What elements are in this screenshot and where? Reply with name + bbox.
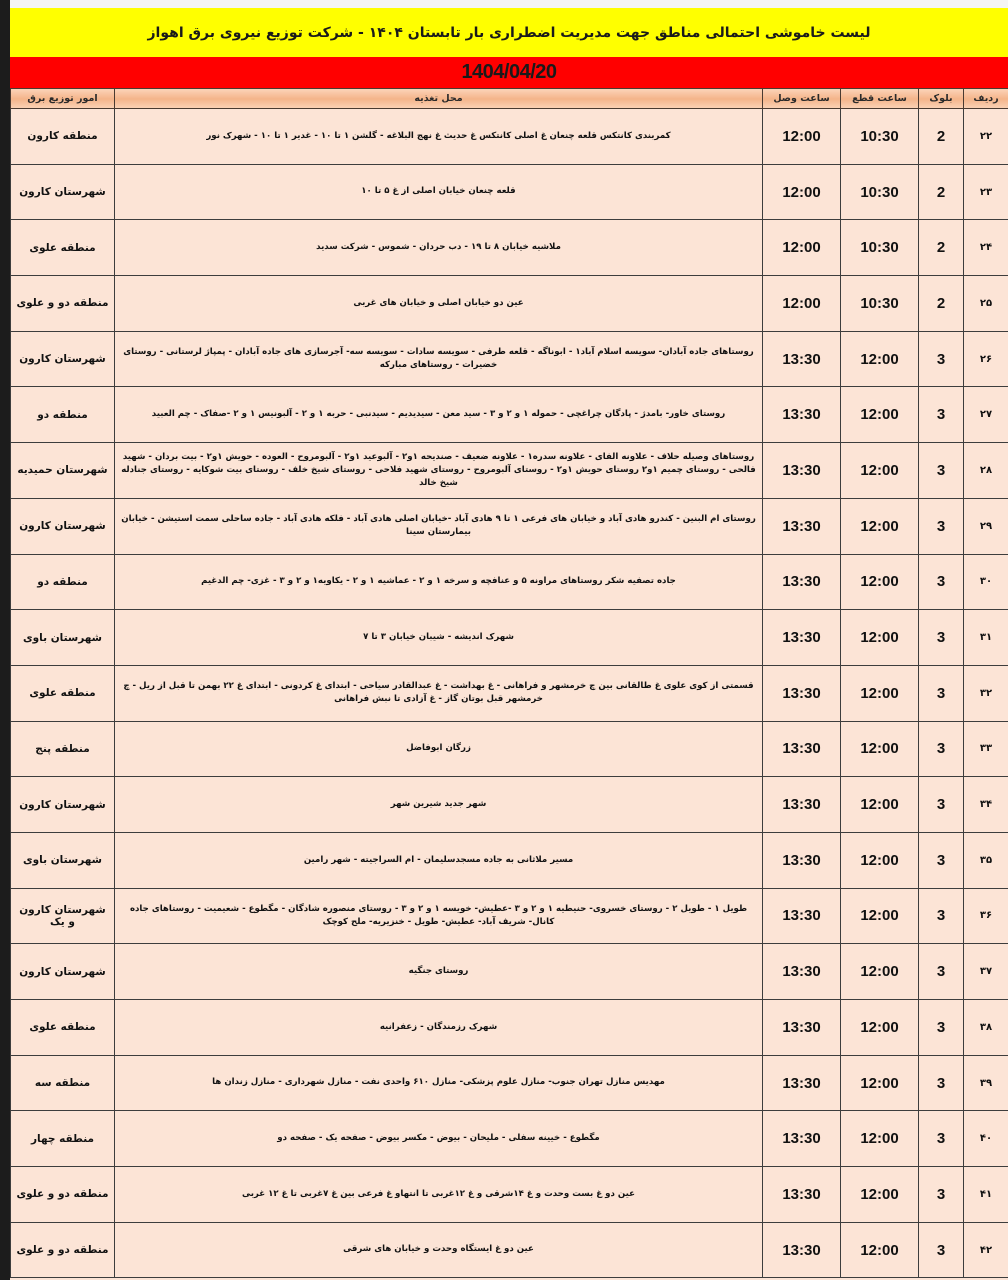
cut-time-cell: 12:00 xyxy=(841,1222,919,1278)
table-row xyxy=(11,944,1008,1000)
feeder-location-cell: مهدیس منازل تهران جنوب- منازل علوم پزشکی- منازل ۶۱۰ واحدی نفت - منازل شهرداری - منازل زندان ها xyxy=(115,1055,763,1111)
connect-time-cell: 13:30 xyxy=(763,498,841,554)
row-number-cell: ۳۶ xyxy=(964,888,1008,944)
cut-time-cell: 12:00 xyxy=(841,665,919,721)
row-number-cell: ۲۵ xyxy=(964,276,1008,332)
feeder-location-cell: مسیر ملاثانی به جاده مسجدسلیمان - ام السراجیته - شهر رامین xyxy=(115,832,763,888)
district-cell: منطقه دو و علوی xyxy=(11,276,115,332)
district-cell: منطقه دو و علوی xyxy=(11,1167,115,1223)
block-cell: 3 xyxy=(919,1222,964,1278)
feeder-location-cell: روستاهای جاده آبادان- سویسه اسلام آباد۱ - ابوناگه - قلعه طرفی - سویسه سادات - سویسه سه- آجرسازی های جاده آبادان - پمپاژ لرستانی - روستای خضیرات - روستاهای مبارکه xyxy=(115,331,763,387)
feeder-location-cell: روستای جنگیه xyxy=(115,944,763,1000)
row-number-cell: ۳۷ xyxy=(964,944,1008,1000)
block-cell: 3 xyxy=(919,665,964,721)
connect-time-cell: 13:30 xyxy=(763,665,841,721)
district-cell: شهرستان کارون و یک xyxy=(11,888,115,944)
table-row xyxy=(11,554,1008,610)
row-number-cell: ۳۳ xyxy=(964,721,1008,777)
district-cell: منطقه دو و علوی xyxy=(11,1222,115,1278)
block-cell: 3 xyxy=(919,1167,964,1223)
block-cell: 3 xyxy=(919,331,964,387)
cut-time-cell: 12:00 xyxy=(841,1055,919,1111)
top-strip xyxy=(10,0,1008,8)
feeder-location-cell: عین دو غ بست وحدت و غ ۱۴شرقی و غ ۱۲غربی تا انتهاو غ فرعی بین غ ۷غربی تا غ ۱۲ غربی xyxy=(115,1167,763,1223)
connect-time-cell: 12:00 xyxy=(763,109,841,165)
feeder-location-cell: زرگان ابوفاضل xyxy=(115,721,763,777)
header-block: بلوک xyxy=(919,89,964,109)
block-cell: 2 xyxy=(919,164,964,220)
cut-time-cell: 12:00 xyxy=(841,443,919,499)
outage-schedule-page xyxy=(10,0,1008,1280)
connect-time-cell: 13:30 xyxy=(763,721,841,777)
row-number-cell: ۲۳ xyxy=(964,164,1008,220)
district-cell: شهرستان حمیدیه xyxy=(11,443,115,499)
feeder-location-cell: روستای ام البنین - کندرو هادی آباد و خیابان های فرعی ۱ تا ۹ هادی آباد -خیابان اصلی هادی آباد - فلکه هادی آباد - جاده ساحلی سمت استیشن - خیابان بیمارستان سینا xyxy=(115,498,763,554)
district-cell: منطقه علوی xyxy=(11,665,115,721)
feeder-location-cell: قلعه چنعان خیابان اصلی از غ ۵ تا ۱۰ xyxy=(115,164,763,220)
table-row xyxy=(11,1111,1008,1167)
block-cell: 2 xyxy=(919,276,964,332)
connect-time-cell: 13:30 xyxy=(763,610,841,666)
cut-time-cell: 12:00 xyxy=(841,498,919,554)
district-cell: شهرستان کارون xyxy=(11,164,115,220)
connect-time-cell: 13:30 xyxy=(763,1167,841,1223)
block-cell: 3 xyxy=(919,832,964,888)
cut-time-cell: 10:30 xyxy=(841,109,919,165)
table-row xyxy=(11,387,1008,443)
cut-time-cell: 12:00 xyxy=(841,944,919,1000)
table-row xyxy=(11,721,1008,777)
table-row xyxy=(11,443,1008,499)
district-cell: شهرستان کارون xyxy=(11,777,115,833)
block-cell: 3 xyxy=(919,944,964,1000)
feeder-location-cell: کمربندی کانتکس قلعه چنعان غ اصلی کانتکس غ حدیث غ نهج البلاغه - گلشن ۱ تا ۱۰ - غدیر ۱ تا ۱۰ - شهرک نور xyxy=(115,109,763,165)
row-number-cell: ۳۰ xyxy=(964,554,1008,610)
table-row xyxy=(11,888,1008,944)
block-cell: 3 xyxy=(919,1055,964,1111)
feeder-location-cell: عین دو غ ایستگاه وحدت و خیابان های شرقی xyxy=(115,1222,763,1278)
district-cell: منطقه چهار xyxy=(11,1111,115,1167)
cut-time-cell: 12:00 xyxy=(841,1167,919,1223)
row-number-cell: ۴۱ xyxy=(964,1167,1008,1223)
table-row xyxy=(11,1055,1008,1111)
block-cell: 3 xyxy=(919,443,964,499)
cut-time-cell: 12:00 xyxy=(841,888,919,944)
feeder-location-cell: روستای خاور- بامدژ - پادگان چراغچی - حموله ۱ و ۲ و ۳ - سید معن - سیدیدیم - سیدنبی - حربه ۱ و ۲ - آلبونیس ۱ و ۲ -صفاک - چم العبید xyxy=(115,387,763,443)
connect-time-cell: 13:30 xyxy=(763,777,841,833)
block-cell: 3 xyxy=(919,888,964,944)
row-number-cell: ۳۸ xyxy=(964,1000,1008,1056)
block-cell: 3 xyxy=(919,610,964,666)
connect-time-cell: 12:00 xyxy=(763,276,841,332)
district-cell: شهرستان کارون xyxy=(11,331,115,387)
cut-time-cell: 12:00 xyxy=(841,387,919,443)
outage-table xyxy=(10,88,1008,1278)
row-number-cell: ۴۲ xyxy=(964,1222,1008,1278)
cut-time-cell: 10:30 xyxy=(841,164,919,220)
table-row xyxy=(11,109,1008,165)
feeder-location-cell: قسمتی از کوی علوی غ طالقانی بین چ خرمشهر و فراهانی - غ بهداشت - غ عبدالقادر سیاحی - ابتدای غ کردونی - ابتدای غ ۲۲ بهمن تا قبل از ریل - چ خرمشهر قبل بوتان گاز - غ آزادی تا نبش فراهانی xyxy=(115,665,763,721)
block-cell: 2 xyxy=(919,220,964,276)
table-row xyxy=(11,610,1008,666)
district-cell: شهرستان کارون xyxy=(11,498,115,554)
district-cell: شهرستان باوی xyxy=(11,832,115,888)
table-row xyxy=(11,220,1008,276)
block-cell: 3 xyxy=(919,498,964,554)
row-number-cell: ۲۲ xyxy=(964,109,1008,165)
header-connect-time: ساعت وصل xyxy=(763,89,841,109)
connect-time-cell: 13:30 xyxy=(763,1055,841,1111)
document-title: لیست خاموشی احتمالی مناطق جهت مدیریت اضطراری بار تابستان ۱۴۰۴ - شرکت توزیع نیروی برق اهواز xyxy=(10,8,1008,57)
feeder-location-cell: روستاهای وصیله حلاف - علاونه الفای - علاونه سدره۱ - علاونه ضعیف - صندیحه ۱و۲ - آلبوعید ۱و۲ - آلبومروح - العوده - حویش ۱و۲ - بیت بردان - شهید فالحی - روستای چمیم ۱و۲ روستای حویش ۱و۲ - روستای آلبومروح - روستای شهید فلاحی - روستای شیخ خلف - روستای بیت شوکایه - روستای جنادله شیخ خالد xyxy=(115,443,763,499)
district-cell: شهرستان کارون xyxy=(11,944,115,1000)
cut-time-cell: 12:00 xyxy=(841,331,919,387)
block-cell: 3 xyxy=(919,1000,964,1056)
header-feeder-location: محل تغذیه xyxy=(115,89,763,109)
table-row xyxy=(11,276,1008,332)
table-header-row xyxy=(11,89,1008,109)
row-number-cell: ۴۰ xyxy=(964,1111,1008,1167)
district-cell: شهرستان باوی xyxy=(11,610,115,666)
feeder-location-cell: جاده تصفیه شکر روستاهای مراونه ۵ و عنافچه و سرخه ۱ و ۲ - عماشیه ۱ و ۲ - یکاویه۱ و ۲ و ۳ - غزی- چم الدغیم xyxy=(115,554,763,610)
row-number-cell: ۳۵ xyxy=(964,832,1008,888)
table-row xyxy=(11,498,1008,554)
cut-time-cell: 10:30 xyxy=(841,276,919,332)
header-row-number: ردیف xyxy=(964,89,1008,109)
connect-time-cell: 13:30 xyxy=(763,944,841,1000)
table-row xyxy=(11,331,1008,387)
connect-time-cell: 13:30 xyxy=(763,1222,841,1278)
feeder-location-cell: طویل ۱ - طویل ۲ - روستای خسروی- حنیطیه ۱ و ۲ و ۳ -عطیش- خویسه ۱ و ۲ و ۳ - روستای منصوره شادگان - مگطوع - شعیمیت - روستاهای جاده کانال- شریف آباد- عطیش- طویل - خنزیریه- ملح کوچک xyxy=(115,888,763,944)
cut-time-cell: 12:00 xyxy=(841,554,919,610)
connect-time-cell: 13:30 xyxy=(763,1111,841,1167)
table-row xyxy=(11,1000,1008,1056)
block-cell: 3 xyxy=(919,387,964,443)
feeder-location-cell: ملاشیه خیابان ۸ تا ۱۹ - دب حردان - شموس - شرکت سدید xyxy=(115,220,763,276)
connect-time-cell: 12:00 xyxy=(763,220,841,276)
block-cell: 2 xyxy=(919,109,964,165)
connect-time-cell: 13:30 xyxy=(763,331,841,387)
row-number-cell: ۲۸ xyxy=(964,443,1008,499)
block-cell: 3 xyxy=(919,777,964,833)
table-row xyxy=(11,1167,1008,1223)
district-cell: منطقه علوی xyxy=(11,220,115,276)
cut-time-cell: 12:00 xyxy=(841,1000,919,1056)
feeder-location-cell: شهر جدید شیرین شهر xyxy=(115,777,763,833)
connect-time-cell: 13:30 xyxy=(763,443,841,499)
table-row xyxy=(11,1222,1008,1278)
connect-time-cell: 13:30 xyxy=(763,888,841,944)
row-number-cell: ۲۶ xyxy=(964,331,1008,387)
district-cell: منطقه دو xyxy=(11,554,115,610)
connect-time-cell: 13:30 xyxy=(763,832,841,888)
row-number-cell: ۳۲ xyxy=(964,665,1008,721)
cut-time-cell: 12:00 xyxy=(841,721,919,777)
district-cell: منطقه دو xyxy=(11,387,115,443)
header-cut-time: ساعت قطع xyxy=(841,89,919,109)
district-cell: منطقه سه xyxy=(11,1055,115,1111)
block-cell: 3 xyxy=(919,1111,964,1167)
cut-time-cell: 12:00 xyxy=(841,777,919,833)
row-number-cell: ۳۱ xyxy=(964,610,1008,666)
connect-time-cell: 12:00 xyxy=(763,164,841,220)
connect-time-cell: 13:30 xyxy=(763,554,841,610)
connect-time-cell: 13:30 xyxy=(763,387,841,443)
cut-time-cell: 12:00 xyxy=(841,1111,919,1167)
header-distribution-district: امور توزیع برق xyxy=(11,89,115,109)
table-row xyxy=(11,832,1008,888)
row-number-cell: ۳۴ xyxy=(964,777,1008,833)
connect-time-cell: 13:30 xyxy=(763,1000,841,1056)
table-row xyxy=(11,777,1008,833)
feeder-location-cell: مگطوع - خیینه سفلی - ملیحان - بیوض - مکسر بیوض - صفحه یک - صفحه دو xyxy=(115,1111,763,1167)
block-cell: 3 xyxy=(919,721,964,777)
cut-time-cell: 10:30 xyxy=(841,220,919,276)
row-number-cell: ۳۹ xyxy=(964,1055,1008,1111)
district-cell: منطقه کارون xyxy=(11,109,115,165)
table-row xyxy=(11,164,1008,220)
block-cell: 3 xyxy=(919,554,964,610)
feeder-location-cell: عین دو خیابان اصلی و خیابان های غربی xyxy=(115,276,763,332)
row-number-cell: ۲۴ xyxy=(964,220,1008,276)
table-row xyxy=(11,665,1008,721)
row-number-cell: ۲۹ xyxy=(964,498,1008,554)
cut-time-cell: 12:00 xyxy=(841,610,919,666)
district-cell: منطقه پنج xyxy=(11,721,115,777)
district-cell: منطقه علوی xyxy=(11,1000,115,1056)
feeder-location-cell: شهرک اندیشه - شیبان خیابان ۳ تا ۷ xyxy=(115,610,763,666)
schedule-date: 1404/04/20 xyxy=(10,57,1008,88)
feeder-location-cell: شهرک رزمندگان - زعفرانیه xyxy=(115,1000,763,1056)
cut-time-cell: 12:00 xyxy=(841,832,919,888)
row-number-cell: ۲۷ xyxy=(964,387,1008,443)
